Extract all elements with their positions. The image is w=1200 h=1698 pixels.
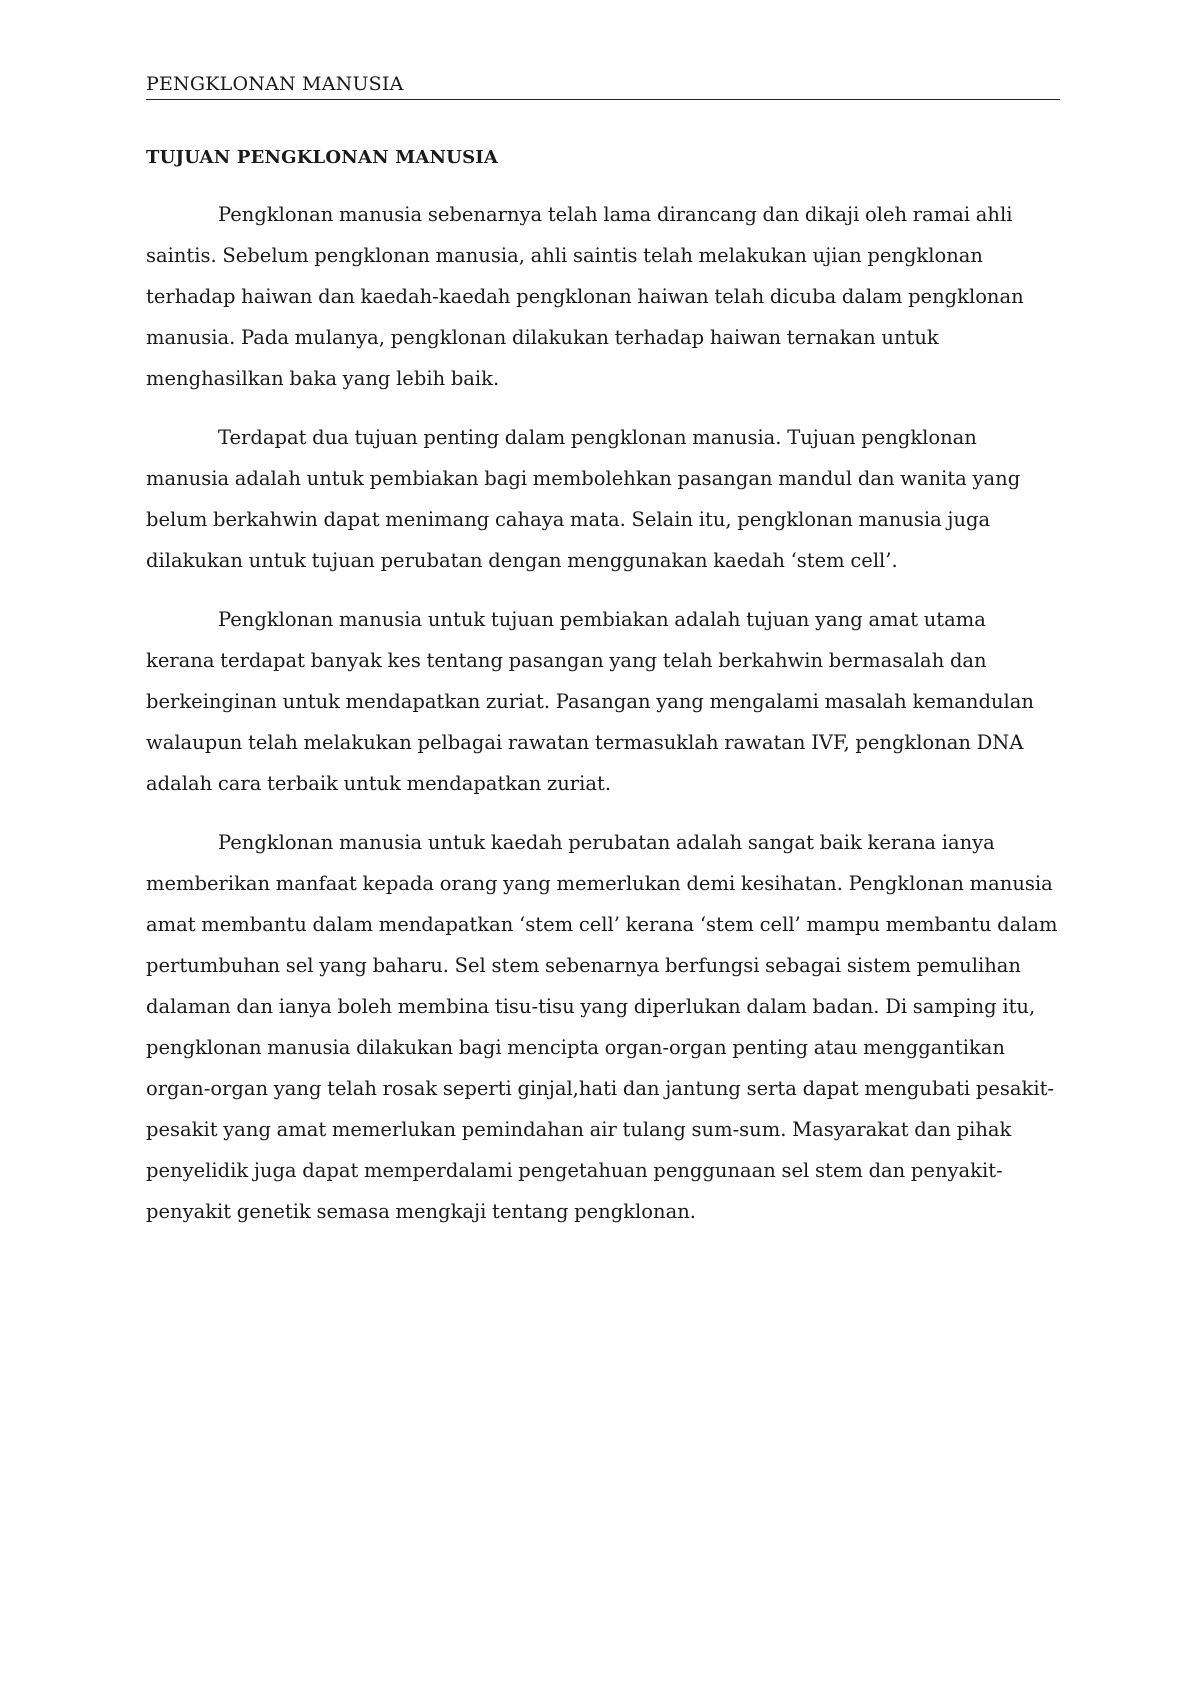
paragraph-3: Pengklonan manusia untuk tujuan pembiakan adalah tujuan yang amat utama kerana terdapat banyak kes tentang pasangan yang telah berkahwin bermasalah dan berkeinginan untuk mendapatkan zuriat. Pasangan yang mengalami masalah kemandulan walaupun telah melakukan pelbagai rawatan termasuklah rawatan IVF, pengklonan DNA adalah cara terbaik untuk mendapatkan zuriat. [146,608,1034,795]
paragraph-1: Pengklonan manusia sebenarnya telah lama dirancang dan dikaji oleh ramai ahli saintis. Sebelum pengklonan manusia, ahli saintis telah melakukan ujian pengklonan terhadap haiwan dan kaedah-kaedah pengklonan haiwan telah dicuba dalam pengklonan manusia. Pada mulanya, pengklonan dilakukan terhadap haiwan ternakan untuk menghasilkan baka yang lebih baik. [146,203,1024,390]
section-title: TUJUAN PENGKLONAN MANUSIA [146,147,499,168]
running-header: PENGKLONAN MANUSIA [146,72,1060,100]
paragraph-4: Pengklonan manusia untuk kaedah perubatan adalah sangat baik kerana ianya memberikan manfaat kepada orang yang memerlukan demi kesihatan. Pengklonan manusia amat membantu dalam mendapatkan ‘stem cell’ kerana ‘stem cell’ mampu membantu dalam pertumbuhan sel yang baharu. Sel stem sebenarnya berfungsi sebagai sistem pemulihan dalaman dan ianya boleh membina tisu-tisu yang diperlukan dalam badan. Di samping itu, pengklonan manusia dilakukan bagi mencipta organ-organ penting atau menggantikan organ-organ yang telah rosak seperti ginjal,hati dan jantung serta dapat mengubati pesakit-pesakit yang amat memerlukan pemindahan air tulang sum-sum. Masyarakat dan pihak penyelidik juga dapat memperdalami pengetahuan penggunaan sel stem dan penyakit-penyakit genetik semasa mengkaji tentang pengklonan. [146,831,1058,1223]
document-body [146,146,1060,1250]
paragraph-2: Terdapat dua tujuan penting dalam pengklonan manusia. Tujuan pengklonan manusia adalah untuk pembiakan bagi membolehkan pasangan mandul dan wanita yang belum berkahwin dapat menimang cahaya mata. Selain itu, pengklonan manusia juga dilakukan untuk tujuan perubatan dengan menggunakan kaedah ‘stem cell’. [146,426,1021,572]
